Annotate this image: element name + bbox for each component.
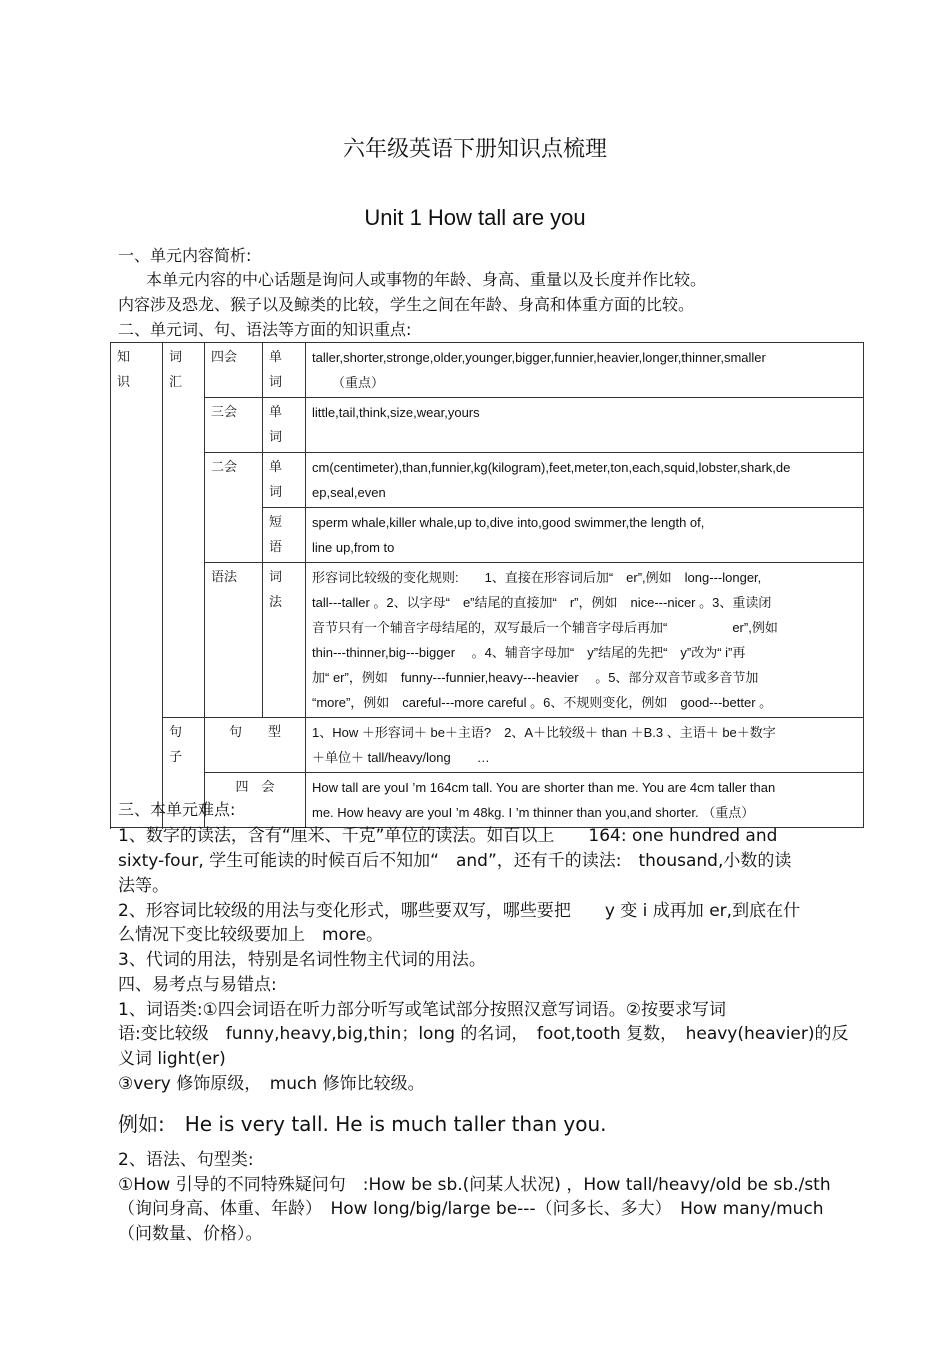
section-3-p1-line-3: 法等。 (118, 876, 169, 896)
cell-zhishi: 知识 (111, 343, 163, 828)
grammar-line-1: 形容词比较级的变化规则: 1、直接在形容词后加“ er”,例如 long---longer, (312, 570, 762, 585)
phrases-line-1: sperm whale,killer whale,up to,dive into,good swimmer,the length of, (312, 515, 705, 530)
sentences-line-1: How tall are youI ’m 164cm tall. You are shorter than me. You are 4cm taller than (312, 780, 776, 795)
section-4-p1-line-3: 义词 light(er) (118, 1049, 226, 1069)
section-1-line-1: 本单元内容的中心话题是询问人或事物的年龄、身高、重量以及长度并作比较。 (146, 270, 707, 289)
example-sentence: 例如: He is very tall. He is much taller than you. (118, 1112, 607, 1136)
cell-danci-3: 单词 (263, 453, 306, 508)
patterns-line-1: 1、How ＋形容词＋ be＋主语? 2、A＋比较级＋ than ＋B.3 、主语＋ be＋数字 (312, 725, 776, 740)
cell-erhui: 二会 (205, 453, 263, 563)
words-4-note: （重点） (332, 375, 385, 390)
patterns-line-2: ＋单位＋ tall/heavy/long … (312, 750, 490, 765)
cell-words-4 (306, 343, 864, 398)
grammar-line-3: 音节只有一个辅音字母结尾的，双写最后一个辅音字母后再加“ er”,例如 (312, 620, 778, 635)
cell-danci-1: 单词 (263, 343, 306, 398)
unit-title: Unit 1 How tall are you (364, 205, 586, 230)
section-3-p1-line-2: sixty-four, 学生可能读的时候百后不知加“ and”，还有千的读法: thousand,小数的读 (118, 851, 792, 871)
cell-patterns (306, 718, 864, 773)
knowledge-table (110, 342, 864, 828)
cell-duanyu: 短语 (263, 508, 306, 563)
cell-sanhui: 三会 (205, 398, 263, 453)
section-4-p1-line-1: 1、词语类:①四会词语在听力部分听写或笔试部分按照汉意写词语。②按要求写词 (118, 1000, 727, 1020)
grammar-line-5: 加“ er”，例如 funny---funnier,heavy---heavier 。5、部分双音节或多音节加 (312, 670, 759, 685)
section-3-p2-line-2: 么情况下变比较级要加上 more。 (118, 925, 384, 945)
section-1-line-2: 内容涉及恐龙、猴子以及鲸类的比较，学生之间在年龄、身高和体重方面的比较。 (118, 295, 695, 314)
section-3-heading: 三、本单元难点: (118, 800, 236, 819)
section-4-p2-line-1: ①How 引导的不同特殊疑问句 :How be sb.(问某人状况) ，How tall/heavy/old be sb./sth (118, 1175, 831, 1195)
section-3-p1-line-1: 1、数字的读法，含有“厘米、千克”单位的读法。如百以上 164: one hundred and (118, 826, 778, 846)
cell-words-2 (306, 453, 864, 508)
cell-juzi: 句子 (163, 718, 205, 828)
grammar-line-4: thin---thinner,big---bigger 。4、辅音字母加“ y”结尾的先把“ y”改为“ i”再 (312, 645, 746, 660)
document-title: 六年级英语下册知识点梳理 (342, 137, 607, 162)
section-2-heading: 二、单元词、句、语法等方面的知识重点: (118, 320, 412, 339)
cell-sihui-sentences: 四 会 (205, 773, 306, 828)
section-4-p2-line-3: （问数量、价格）。 (118, 1224, 263, 1244)
cell-yufa: 语法 (205, 563, 263, 718)
section-3-p2-line-1: 2、形容词比较级的用法与变化形式，哪些要双写，哪些要把 y 变 i 成再加 er,到底在什 (118, 901, 801, 921)
section-4-p1-line-2: 语:变比较级 funny,heavy,big,thin；long 的名词， foot,tooth 复数， heavy(heavier)的反 (118, 1024, 849, 1044)
section-4-p2-heading: 2、语法、句型类: (118, 1150, 254, 1170)
cell-juxing: 句 型 (205, 718, 306, 773)
words-2-line-2: ep,seal,even (312, 485, 386, 500)
cell-cifa: 词法 (263, 563, 306, 718)
cell-words-3: little,tail,think,size,wear,yours (306, 398, 864, 453)
words-2-line-1: cm(centimeter),than,funnier,kg(kilogram),feet,meter,ton,each,squid,lobster,shark,de (312, 460, 791, 475)
grammar-line-6: “more”，例如 careful---more careful 。6、不规则变化，例如 good---better 。 (312, 695, 773, 710)
cell-danci-2: 单词 (263, 398, 306, 453)
words-4-text: taller,shorter,stronge,older,younger,bigger,funnier,heavier,longer,thinner,smaller (312, 350, 766, 365)
cell-grammar (306, 563, 864, 718)
cell-cihui: 词汇 (163, 343, 205, 718)
section-4-p2-line-2: （询问身高、体重、年龄） How long/big/large be---（问多长、多大） How many/much (118, 1199, 824, 1219)
cell-phrases (306, 508, 864, 563)
cell-sentences (306, 773, 864, 828)
grammar-line-2: tall---taller 。2、以字母“ e”结尾的直接加“ r”，例如 nice---nicer 。3、重读闭 (312, 595, 772, 610)
section-3-p3: 3、代词的用法，特别是名词性物主代词的用法。 (118, 950, 486, 970)
sentences-line-2: me. How heavy are youI ’m 48kg. I ’m thinner than you,and shorter. （重点） (312, 805, 755, 820)
cell-sihui: 四会 (205, 343, 263, 398)
section-4-p1-line-4: ③very 修饰原级， much 修饰比较级。 (118, 1074, 425, 1094)
phrases-line-2: line up,from to (312, 540, 395, 555)
section-1-heading: 一、单元内容简析: (118, 246, 252, 265)
section-4-heading: 四、易考点与易错点: (118, 975, 277, 995)
